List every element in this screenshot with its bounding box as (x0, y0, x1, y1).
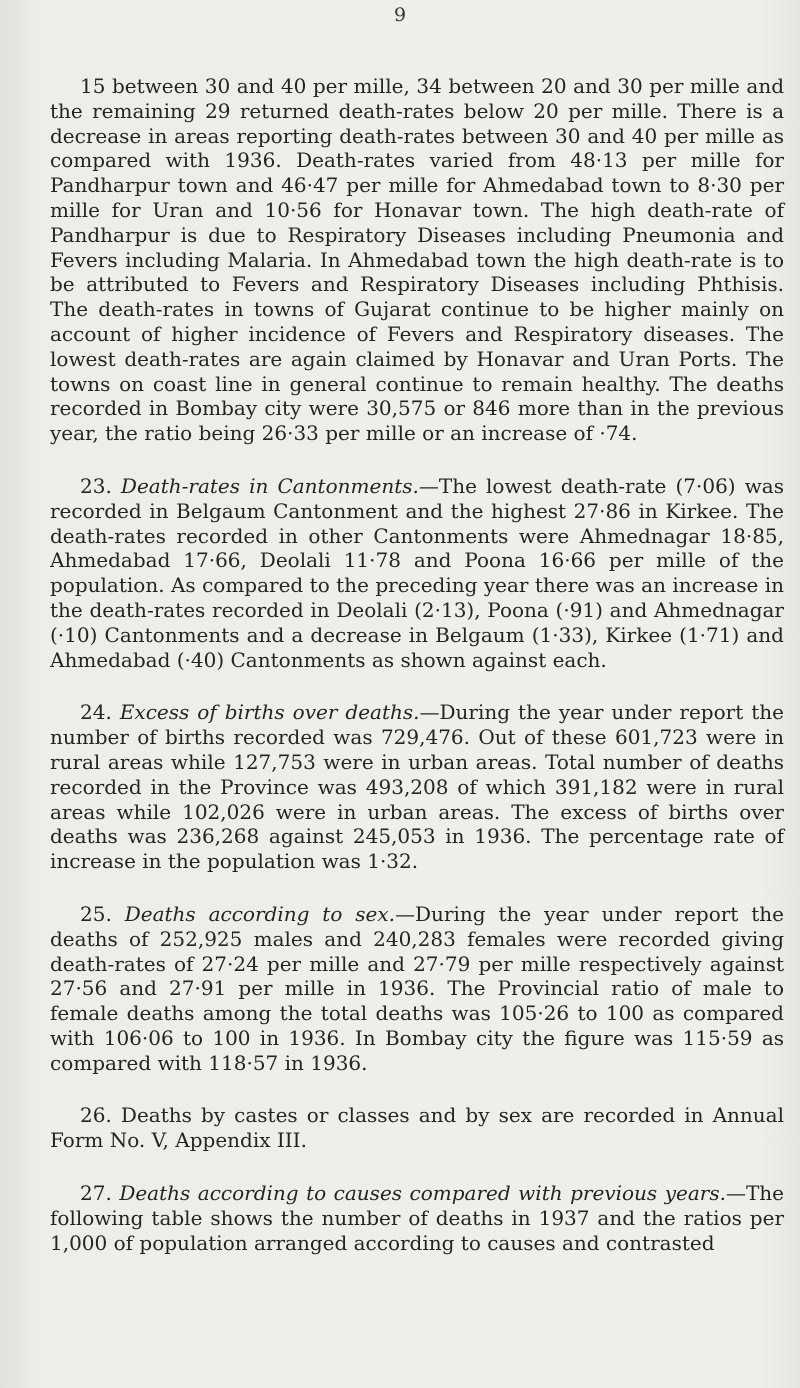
page-number: 9 (393, 4, 407, 26)
paragraph-number: 27. (80, 1181, 112, 1206)
body-text (50, 74, 784, 1283)
paragraph-number: 24. (80, 700, 112, 725)
paragraph-body: —During the year under report the deaths of 252,925 males and 240,283 females were recorded giving death-rates of 27·24 per mille and 27·79 per mille respectively against 27·56 and 27·91 per mille in 1936. The Provincial ratio of male to female deaths among the total deaths was 105·26 to 100 as compared with 106·06 to 100 in 1936. In Bombay city the figure was 115·59 as compared with 118·57 in 1936. (50, 901, 784, 1075)
paragraph-number: 23. (80, 473, 112, 498)
paragraph-heading: Deaths according to causes compared with previous years. (119, 1181, 726, 1206)
paragraph-body: 15 between 30 and 40 per mille, 34 between 20 and 30 per mille and the remaining 29 returned death-rates below 20 per mille. There is a decrease in areas reporting death-rates between 30 and 40 per mille as compared with 1936. Death-rates varied from 48·13 per mille for Pandharpur town and 46·47 per mille for Ahmedabad town to 8·30 per mille for Uran and 10·56 for Honavar town. The high death-rate of Pandharpur is due to Respiratory Diseases including Pneumonia and Fevers including Malaria. In Ahmedabad town the high death-rate is to be attributed to Fevers and Respiratory Diseases including Phthisis. The death-rates in towns of Gujarat continue to be higher mainly on account of higher incidence of Fevers and Respiratory diseases. The lowest death-rates are again claimed by Honavar and Uran Ports. The towns on coast line in general continue to remain healthy. The deaths recorded in Bombay city were 30,575 or 846 more than in the previous year, the ratio being 26·33 per mille or an increase of ·74. (50, 74, 784, 446)
paragraph-heading: Deaths according to sex. (124, 901, 396, 926)
paragraph-body: Deaths by castes or classes and by sex are recorded in Annual Form No. V, Appendix III. (50, 1103, 784, 1153)
paragraph-number: 25. (80, 901, 112, 926)
paragraph-body: —The lowest death-rate (7·06) was recorded in Belgaum Cantonment and the highest 27·86 in Kirkee. The death-rates recorded in other Cantonments were Ahmednagar 18·85, Ahmedabad 17·66, Deolali 11·78 and Poona 16·66 per mille of the population. As compared to the preceding year there was an increase in the death-rates recorded in Deolali (2·13), Poona (·91) and Ahmednagar (·10) Cantonments and a decrease in Belgaum (1·33), Kirkee (1·71) and Ahmedabad (·40) Cantonments as shown against each. (50, 473, 784, 672)
paragraph-23 (50, 474, 784, 672)
paragraph-22-continued (50, 74, 784, 446)
paragraph-24 (50, 700, 784, 874)
paragraph-27 (50, 1181, 784, 1255)
paragraph-heading: Death-rates in Cantonments. (120, 473, 419, 498)
paragraph-25 (50, 902, 784, 1076)
paragraph-body: —The following table shows the number of deaths in 1937 and the ratios per 1,000 of population arranged according to causes and contrasted (50, 1181, 784, 1255)
paragraph-number: 26. (80, 1103, 112, 1128)
paragraph-26 (50, 1103, 784, 1153)
paragraph-heading: Excess of births over deaths. (119, 700, 420, 725)
paragraph-body: —During the year under report the number of births recorded was 729,476. Out of these 601,723 were in rural areas while 127,753 were in urban areas. Total number of deaths recorded in the Province was 493,208 of which 391,182 were in rural areas while 102,026 were in urban areas. The excess of births over deaths was 236,268 against 245,053 in 1936. The percentage rate of increase in the population was 1·32. (50, 700, 784, 874)
